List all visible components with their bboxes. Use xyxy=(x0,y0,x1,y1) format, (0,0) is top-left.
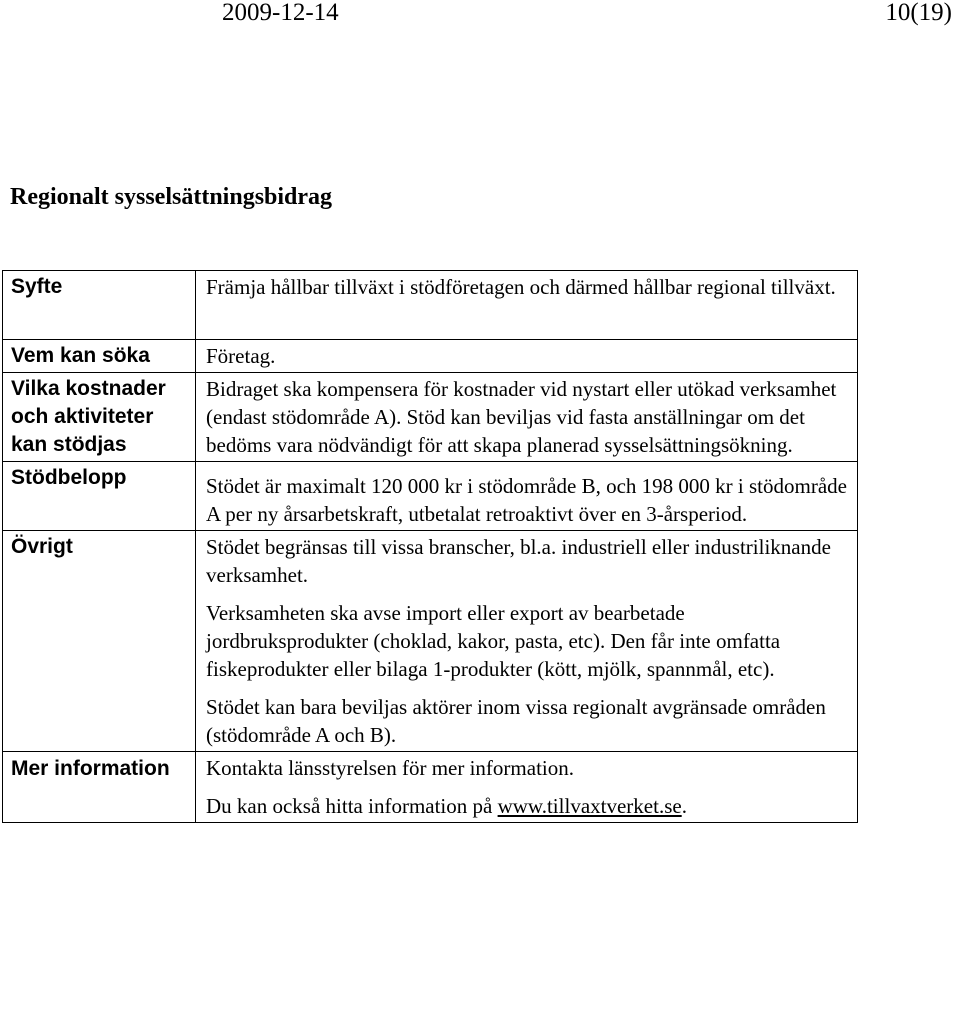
ovrigt-paragraph-1: Stödet begränsas till vissa branscher, bl.a. industriell eller industriliknande verksamhet. xyxy=(206,535,831,587)
row-kostnader xyxy=(3,373,858,462)
mer-information-suffix: . xyxy=(681,794,687,818)
row-mer-information xyxy=(3,752,858,823)
tillvaxtverket-link[interactable]: www.tillvaxtverket.se xyxy=(497,794,682,818)
label-ovrigt: Övrigt xyxy=(3,531,196,752)
value-stodbelopp xyxy=(196,462,858,531)
info-table xyxy=(2,270,858,823)
vem-kan-soka-text: Företag. xyxy=(206,344,276,368)
value-mer-information xyxy=(196,752,858,823)
row-ovrigt xyxy=(3,531,858,752)
stodbelopp-text: Stödet är maximalt 120 000 kr i stödområde B, och 198 000 kr i stödområde A per ny årsarbetskraft, utbetalat retroaktivt över en 3-årsperiod. xyxy=(206,474,847,526)
value-vem-kan-soka xyxy=(196,340,858,373)
syfte-text: Främja hållbar tillväxt i stödföretagen och därmed hållbar regional tillväxt. xyxy=(206,275,836,299)
ovrigt-paragraph-2: Verksamheten ska avse import eller export av bearbetade jordbruksprodukter (choklad, kakor, pasta, etc). Den får inte omfatta fiskeprodukter eller bilaga 1-produkter (kött, mjölk, spannmål, etc). xyxy=(206,601,781,681)
row-stodbelopp xyxy=(3,462,858,531)
value-ovrigt xyxy=(196,531,858,752)
page-title: Regionalt sysselsättningsbidrag xyxy=(10,184,333,210)
mer-information-prefix: Du kan också hitta information på xyxy=(206,794,498,818)
label-mer-information: Mer information xyxy=(3,752,196,823)
page-number: 10(19) xyxy=(885,0,952,26)
header-date: 2009-12-14 xyxy=(222,0,339,26)
label-stodbelopp: Stödbelopp xyxy=(3,462,196,531)
label-vem-kan-soka: Vem kan söka xyxy=(3,340,196,373)
mer-information-paragraph-2 xyxy=(206,792,851,820)
row-vem-kan-soka xyxy=(3,340,858,373)
value-kostnader xyxy=(196,373,858,462)
kostnader-text: Bidraget ska kompensera för kostnader vid nystart eller utökad verksamhet (endast stödområde A). Stöd kan beviljas vid fasta anställningar om det bedöms vara nödvändigt för att skapa planerad sysselsättningsökning. xyxy=(206,377,837,457)
mer-information-paragraph-1: Kontakta länsstyrelsen för mer information. xyxy=(206,756,574,780)
label-kostnader: Vilka kostnader och aktiviteter kan stödjas xyxy=(3,373,196,462)
ovrigt-paragraph-3: Stödet kan bara beviljas aktörer inom vissa regionalt avgränsade områden (stödområde A och B). xyxy=(206,695,826,747)
label-syfte: Syfte xyxy=(3,271,196,340)
row-syfte xyxy=(3,271,858,340)
value-syfte xyxy=(196,271,858,340)
